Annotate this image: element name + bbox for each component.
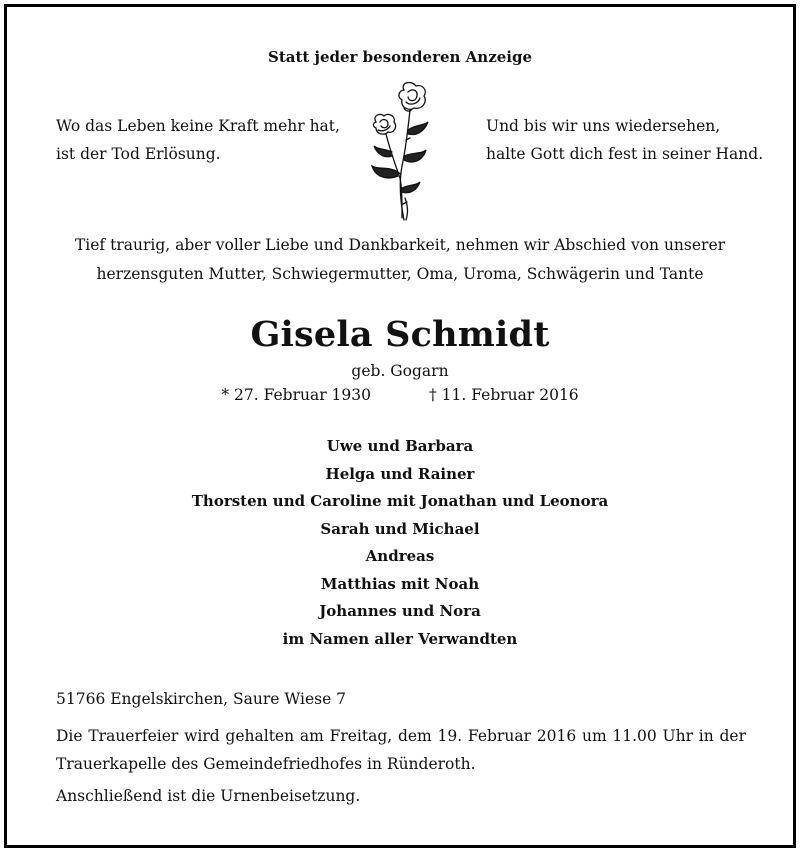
mourners-list: [0, 433, 800, 653]
death-date: † 11. Februar 2016: [429, 386, 579, 404]
intro-line-2: herzensguten Mutter, Schwiegermutter, Oma, Uroma, Schwägerin und Tante: [96, 265, 704, 283]
maiden-name: geb. Gogarn: [351, 362, 449, 380]
quote-left: [56, 112, 340, 168]
mourner-line: im Namen aller Verwandten: [282, 629, 518, 648]
address: 51766 Engelskirchen, Saure Wiese 7: [56, 690, 347, 708]
urn-info: Anschließend ist die Urnenbeisetzung.: [56, 787, 361, 805]
quote-right: [486, 112, 763, 168]
quote-left-line-2: ist der Tod Erlösung.: [56, 145, 221, 163]
deceased-name: Gisela Schmidt: [250, 314, 550, 355]
intro-line-1: Tief traurig, aber voller Liebe und Dankbarkeit, nehmen wir Abschied von unserer: [74, 236, 726, 254]
mourner-line: Matthias mit Noah: [320, 574, 480, 593]
service-info: Die Trauerfeier wird gehalten am Freitag, dem 19. Februar 2016 um 11.00 Uhr in der Trauerkapelle des Gemeindefriedhofes in Ründeroth.: [56, 727, 746, 773]
mourner-line: Uwe und Barbara: [326, 437, 474, 455]
intro-text: [0, 231, 800, 289]
mourner-line: Thorsten und Caroline mit Jonathan und Leonora: [191, 492, 609, 510]
mourner-line: Sarah und Michael: [320, 519, 480, 538]
rose-icon: [362, 78, 442, 230]
quote-right-line-1: Und bis wir uns wiedersehen,: [486, 117, 721, 135]
quote-left-line-1: Wo das Leben keine Kraft mehr hat,: [56, 117, 340, 135]
mourner-line: Andreas: [365, 547, 435, 565]
life-dates: [0, 386, 800, 404]
birth-date: * 27. Februar 1930: [221, 386, 371, 404]
quote-right-line-2: halte Gott dich fest in seiner Hand.: [486, 145, 764, 163]
mourner-line: Helga und Rainer: [325, 464, 475, 483]
notice-heading: Statt jeder besonderen Anzeige: [267, 48, 533, 66]
mourner-line: Johannes und Nora: [319, 602, 481, 620]
